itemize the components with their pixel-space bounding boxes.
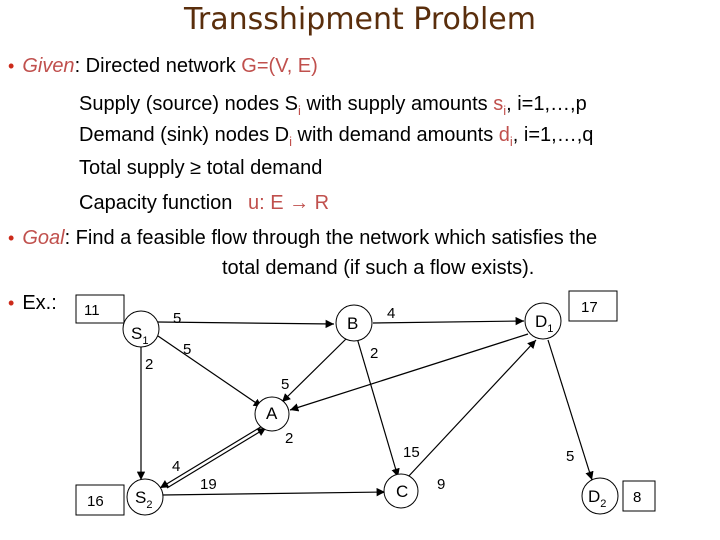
capacity-s2-a: 4: [172, 458, 181, 475]
given-text: Directed network: [80, 55, 242, 77]
goal-colon: :: [64, 227, 71, 249]
given-colon: :: [74, 55, 81, 77]
supply-text-b: with supply amounts: [300, 93, 494, 115]
given-label: Given: [22, 55, 75, 77]
demand-amount-subscript: i: [509, 134, 513, 149]
edge-s2-c: [162, 492, 385, 495]
node-s2-label: $S_2$: [135, 488, 153, 511]
node-b-label: B: [347, 314, 359, 333]
goal-text-2: total demand (if such a flow exists).: [222, 257, 535, 279]
capacity-d1-a: 5: [281, 376, 290, 393]
demand-text: Demand (sink) nodes D: [79, 124, 290, 146]
bullet-dot: •: [8, 228, 15, 248]
bullet-dot: •: [8, 293, 15, 313]
edge-b-a: [282, 337, 348, 402]
goal-text-1: Find a feasible flow through the network which satisfies the: [70, 227, 598, 249]
edge-d1-a: [290, 334, 528, 410]
capacity-b-d1: 4: [387, 305, 396, 322]
bullet-dot: •: [8, 56, 15, 76]
d2-demand-amount: 8: [633, 489, 642, 506]
slide-title: Transshipment Problem: [184, 2, 536, 37]
edge-s1-a: [158, 336, 262, 407]
capacity-text: Capacity function: [79, 192, 238, 214]
supply-amount-symbol: s: [493, 93, 504, 115]
capacity-b-a: 2: [370, 345, 379, 362]
supply-amount-subscript: i: [503, 103, 507, 118]
node-a-label: A: [266, 404, 278, 423]
node-s1-label: $S_1$: [131, 324, 149, 347]
supply-text: Supply (source) nodes S: [79, 93, 299, 115]
example-label: Ex.:: [22, 292, 57, 314]
capacity-d1-d2: 5: [566, 448, 575, 465]
network-notation: G=(V, E): [241, 55, 318, 77]
capacity-function: u: E → R: [247, 192, 330, 214]
node-c-label: C: [396, 482, 409, 501]
demand-index: , i=1,…,q: [512, 124, 594, 146]
supply-index: , i=1,…,p: [506, 93, 587, 115]
d1-demand-amount: 17: [581, 299, 598, 316]
demand-text-b: with demand amounts: [291, 124, 499, 146]
capacity-s1-s2: 2: [145, 356, 154, 373]
capacity-b-c: 15: [403, 444, 420, 461]
total-line: Total supply ≥ total demand: [79, 157, 323, 179]
capacity-s1-b: 5: [173, 310, 182, 327]
edge-c-d1: [407, 340, 536, 478]
edge-s1-b: [158, 322, 334, 324]
node-d1-label: $D_1$: [535, 312, 554, 335]
demand-amount-symbol: d: [498, 124, 510, 146]
goal-label: Goal: [22, 227, 65, 249]
supply-node-subscript: i: [298, 103, 301, 118]
node-d2-label: $D_2$: [588, 487, 607, 510]
capacity-c-d1: 9: [437, 476, 446, 493]
capacity-s1-a: 5: [183, 341, 192, 358]
s2-supply-amount: 16: [87, 493, 104, 510]
capacity-a-s2: 2: [285, 430, 294, 447]
s1-supply-amount: 11: [84, 302, 100, 319]
demand-node-subscript: i: [289, 134, 292, 149]
capacity-s2-c: 19: [200, 476, 217, 493]
edge-b-d1: [373, 321, 524, 323]
